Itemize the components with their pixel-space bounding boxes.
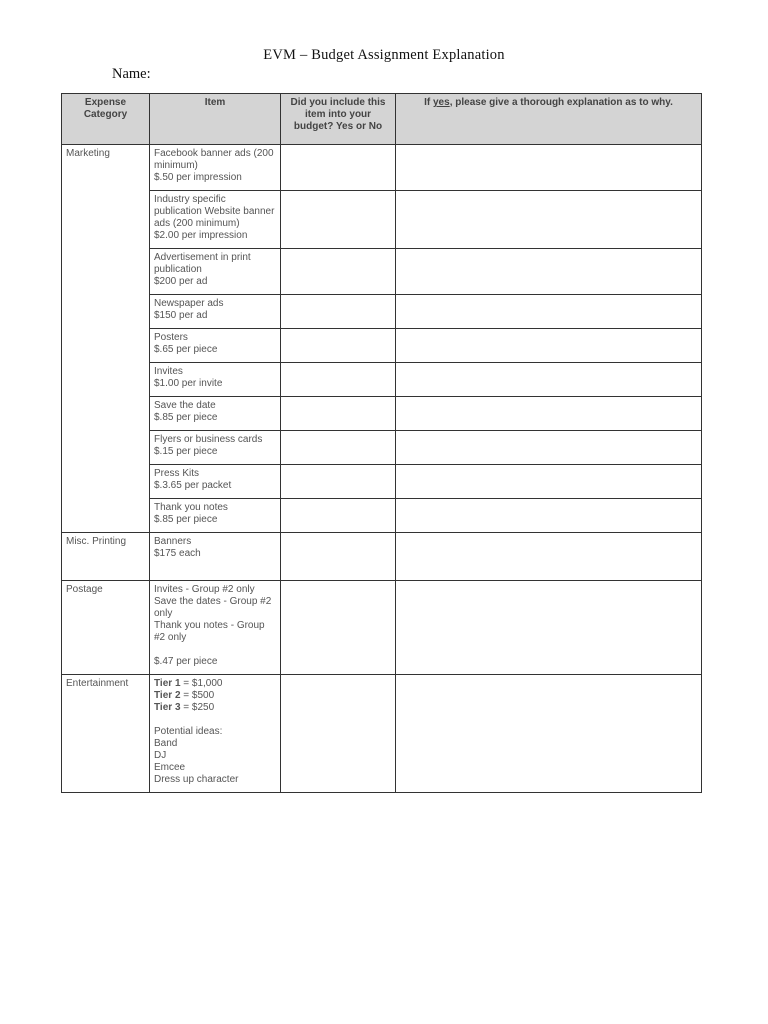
budget-table — [61, 93, 702, 793]
item-price: $1.00 per invite — [154, 378, 223, 389]
item-price: $200 per ad — [154, 276, 208, 287]
item-name: Save the date — [154, 400, 216, 411]
explanation-cell[interactable] — [396, 191, 702, 249]
item-price: $.85 per piece — [154, 514, 218, 525]
tier-value: = $250 — [180, 702, 215, 713]
header-item: Item — [150, 94, 281, 145]
header-explanation-emphasis: yes — [433, 97, 450, 108]
tier-label: Tier 1 — [154, 678, 181, 689]
category-entertainment: Entertainment — [62, 675, 150, 793]
explanation-cell[interactable] — [396, 675, 702, 793]
item-price: $175 each — [154, 548, 201, 559]
header-explanation-suffix: , please give a thorough explanation as to why. — [449, 97, 673, 108]
ideas-heading: Potential ideas: — [154, 726, 223, 737]
item-name: Thank you notes - Group #2 only — [154, 620, 265, 643]
item-cell — [150, 397, 281, 431]
item-cell — [150, 499, 281, 533]
included-cell[interactable] — [281, 431, 396, 465]
explanation-cell[interactable] — [396, 295, 702, 329]
explanation-cell[interactable] — [396, 499, 702, 533]
table-row — [62, 499, 702, 533]
item-cell — [150, 581, 281, 675]
tier-value: = $500 — [180, 690, 215, 701]
item-name: Posters — [154, 332, 188, 343]
table-header-row — [62, 94, 702, 145]
item-price: $2.00 per impression — [154, 230, 248, 241]
explanation-cell[interactable] — [396, 397, 702, 431]
included-cell[interactable] — [281, 465, 396, 499]
table-row — [62, 145, 702, 191]
included-cell[interactable] — [281, 249, 396, 295]
item-price: $.3.65 per packet — [154, 480, 232, 491]
item-price: $.65 per piece — [154, 344, 218, 355]
idea-item: Band — [154, 738, 178, 749]
explanation-cell[interactable] — [396, 329, 702, 363]
item-cell — [150, 431, 281, 465]
document-title: EVM – Budget Assignment Explanation — [263, 47, 505, 63]
item-name: Banners — [154, 536, 192, 547]
tier-line — [154, 690, 276, 702]
item-cell — [150, 533, 281, 581]
item-price: $.15 per piece — [154, 446, 218, 457]
item-price: $150 per ad — [154, 310, 208, 321]
table-row — [62, 431, 702, 465]
included-cell[interactable] — [281, 295, 396, 329]
table-row — [62, 675, 702, 793]
table-row — [62, 329, 702, 363]
item-price: $.85 per piece — [154, 412, 218, 423]
item-name: Advertisement in print publication — [154, 252, 251, 275]
item-cell — [150, 465, 281, 499]
included-cell[interactable] — [281, 675, 396, 793]
item-cell — [150, 295, 281, 329]
included-cell[interactable] — [281, 191, 396, 249]
item-name: Facebook banner ads (200 minimum) — [154, 148, 274, 171]
item-cell — [150, 145, 281, 191]
item-cell — [150, 675, 281, 793]
included-cell[interactable] — [281, 397, 396, 431]
item-name: Invites - Group #2 only — [154, 584, 255, 595]
idea-item: Dress up character — [154, 774, 239, 785]
item-cell — [150, 191, 281, 249]
explanation-cell[interactable] — [396, 145, 702, 191]
table-row — [62, 533, 702, 581]
category-marketing: Marketing — [62, 145, 150, 533]
item-cell — [150, 249, 281, 295]
header-expense-category: Expense Category — [62, 94, 150, 145]
item-name: Thank you notes — [154, 502, 228, 513]
tier-label: Tier 3 — [154, 702, 181, 713]
item-price: $.50 per impression — [154, 172, 242, 183]
table-row — [62, 363, 702, 397]
table-row — [62, 581, 702, 675]
spacer — [154, 714, 276, 726]
tier-label: Tier 2 — [154, 690, 181, 701]
table-row — [62, 397, 702, 431]
header-included: Did you include this item into your budget? Yes or No — [281, 94, 396, 145]
item-name: Press Kits — [154, 468, 200, 479]
category-postage: Postage — [62, 581, 150, 675]
item-name: Flyers or business cards — [154, 434, 263, 445]
included-cell[interactable] — [281, 329, 396, 363]
item-price: $.47 per piece — [154, 656, 218, 667]
item-cell — [150, 329, 281, 363]
explanation-cell[interactable] — [396, 581, 702, 675]
spacer — [154, 644, 276, 656]
item-name: Invites — [154, 366, 183, 377]
item-name: Industry specific publication Website banner ads (200 minimum) — [154, 194, 275, 229]
included-cell[interactable] — [281, 363, 396, 397]
included-cell[interactable] — [281, 145, 396, 191]
tier-value: = $1,000 — [180, 678, 223, 689]
tier-line — [154, 702, 276, 714]
idea-item: Emcee — [154, 762, 186, 773]
included-cell[interactable] — [281, 533, 396, 581]
item-name: Newspaper ads — [154, 298, 224, 309]
header-explanation — [396, 94, 702, 145]
table-row — [62, 465, 702, 499]
category-misc-printing: Misc. Printing — [62, 533, 150, 581]
explanation-cell[interactable] — [396, 533, 702, 581]
name-label: Name: — [112, 66, 151, 82]
table-row — [62, 249, 702, 295]
explanation-cell[interactable] — [396, 363, 702, 397]
table-row — [62, 191, 702, 249]
item-cell — [150, 363, 281, 397]
explanation-cell[interactable] — [396, 431, 702, 465]
included-cell[interactable] — [281, 499, 396, 533]
idea-item: DJ — [154, 750, 167, 761]
included-cell[interactable] — [281, 581, 396, 675]
header-explanation-prefix: If — [424, 97, 433, 108]
explanation-cell[interactable] — [396, 465, 702, 499]
tier-line — [154, 678, 276, 690]
item-name: Save the dates - Group #2 only — [154, 596, 272, 619]
explanation-cell[interactable] — [396, 249, 702, 295]
table-row — [62, 295, 702, 329]
